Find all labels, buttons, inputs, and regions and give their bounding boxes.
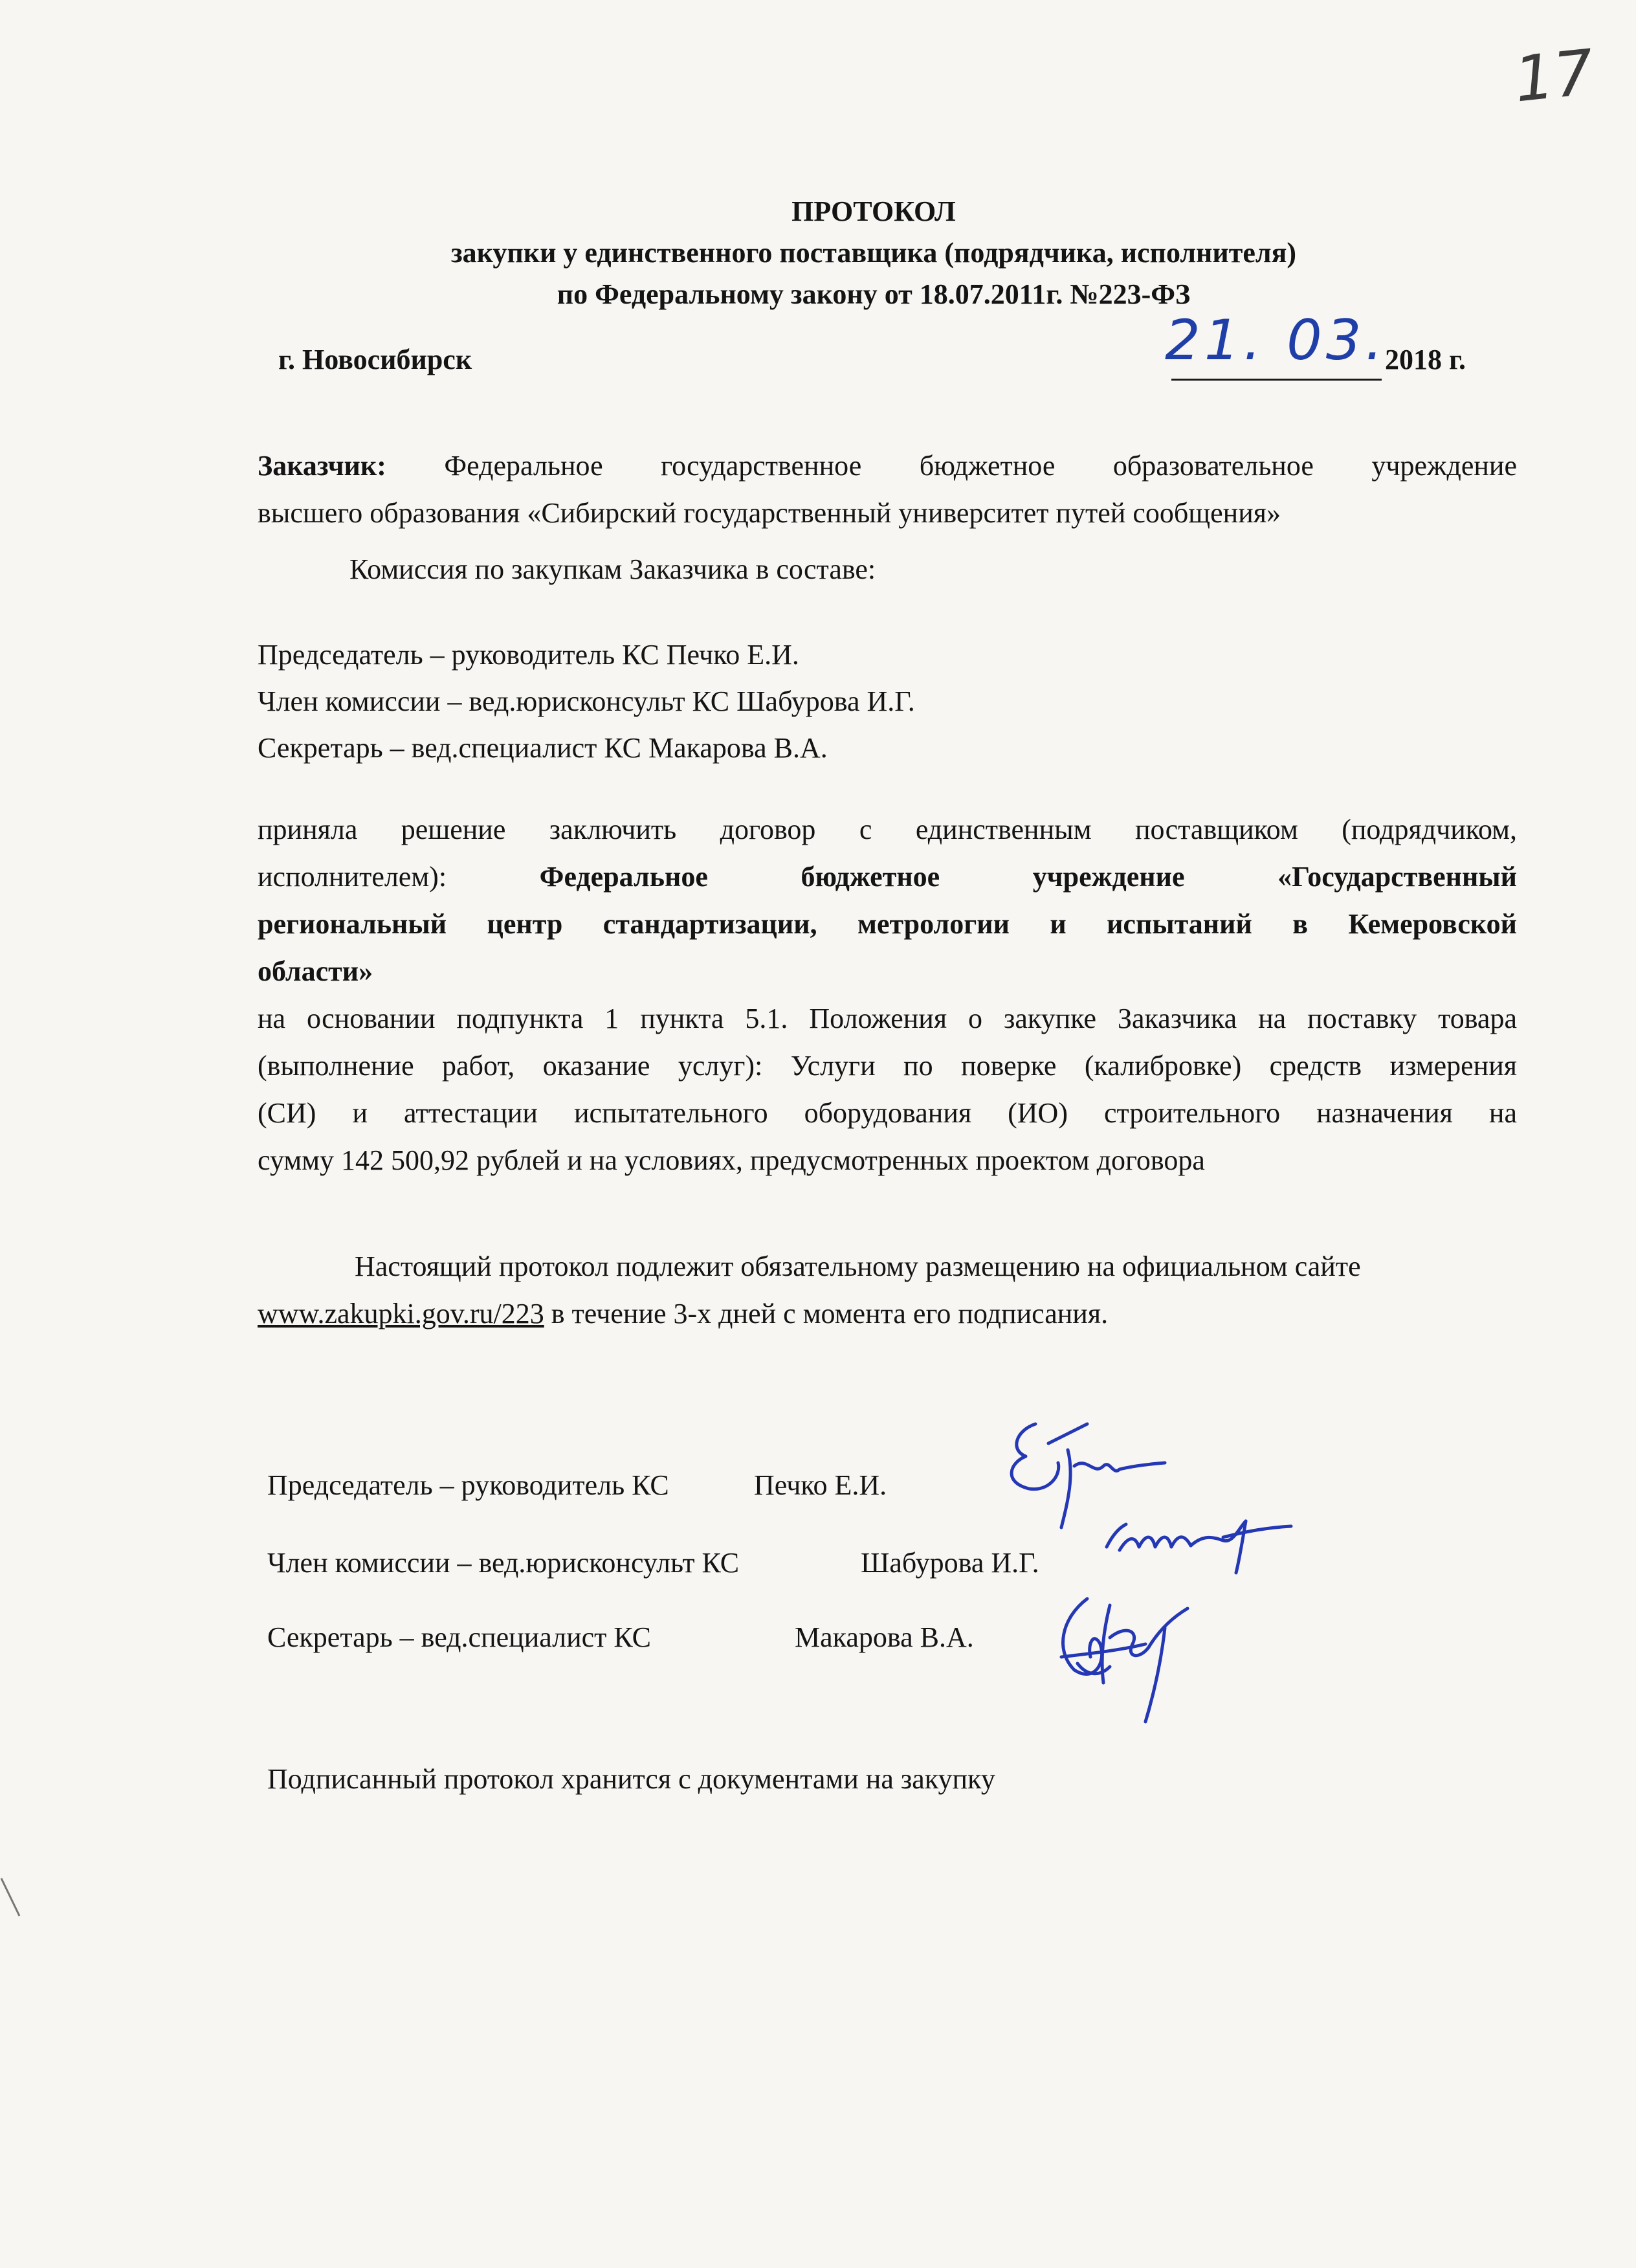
document-title: ПРОТОКОЛ — [791, 195, 956, 227]
commission-intro: Комиссия по закупкам Заказчика в составе: — [349, 553, 876, 585]
publication-line-2 — [258, 1290, 1517, 1337]
signature-name-lawyer: Шабурова И.Г. — [861, 1547, 1039, 1579]
signature-name-chair: Печко Е.И. — [754, 1469, 887, 1501]
handwritten-signature-secretary — [1048, 1579, 1217, 1728]
basis-line-1: на основании подпункта 1 пункта 5.1. Положения о закупке Заказчика на поставку товара — [258, 1003, 1517, 1034]
publication-line-1: Настоящий протокол подлежит обязательному размещению на официальном сайте — [355, 1251, 1361, 1282]
basis-line-4: сумму 142 500,92 рублей и на условиях, предусмотренных проектом договора — [258, 1144, 1205, 1176]
commission-member-secretary: Секретарь – вед.специалист КС Макарова В.А. — [258, 732, 828, 764]
scan-edge-mark — [0, 1877, 26, 1922]
document-subtitle: закупки у единственного поставщика (подрядчика, исполнителя) — [450, 237, 1297, 269]
decision-section — [258, 806, 1517, 1184]
basis-line-3: (СИ) и аттестации испытательного оборудования (ИО) строительного назначения на — [258, 1097, 1517, 1129]
signature-role-chair: Председатель – руководитель КС — [267, 1469, 669, 1501]
decision-line-2 — [258, 853, 1517, 900]
signature-role-secretary: Секретарь – вед.специалист КС — [267, 1621, 652, 1653]
handwritten-date: 21. 03. — [1165, 308, 1387, 373]
footer-note: Подписанный протокол хранится с документами на закупку — [267, 1763, 995, 1795]
commission-member-chair: Председатель – руководитель КС Печко Е.И. — [258, 639, 799, 671]
publication-rest: в течение 3-х дней с момента его подписания. — [544, 1298, 1109, 1329]
customer-name-part-1: Федеральное государственное бюджетное образовательное учреждение — [444, 450, 1518, 482]
signature-role-lawyer: Член комиссии – вед.юрисконсульт КС — [267, 1547, 740, 1579]
decision-line-1: приняла решение заключить договор с единственным поставщиком (подрядчиком, — [258, 814, 1517, 845]
basis-line-2: (выполнение работ, оказание услуг): Услуги по поверке (калибровке) средств измерения — [258, 1050, 1517, 1082]
signature-name-secretary: Макарова В.А. — [795, 1621, 974, 1653]
date-year: 2018 г. — [1385, 344, 1466, 375]
customer-line-1 — [258, 442, 1517, 489]
document-header — [252, 191, 1495, 315]
supplier-name-part-3: области» — [258, 955, 373, 987]
handwritten-page-number: 17 — [1510, 36, 1597, 117]
commission-member-lawyer: Член комиссии – вед.юрисконсульт КС Шабурова И.Г. — [258, 685, 915, 717]
decision-prefix: исполнителем): — [258, 861, 447, 893]
city: г. Новосибирск — [278, 344, 472, 375]
supplier-name-part-2: региональный центр стандартизации, метрологии и испытаний в Кемеровской — [258, 908, 1517, 940]
customer-section — [258, 442, 1517, 537]
customer-name-part-2: высшего образования «Сибирский государственный университет путей сообщения» — [258, 497, 1281, 529]
customer-label: Заказчик: — [258, 450, 386, 482]
handwritten-signature-lawyer — [1100, 1502, 1294, 1579]
supplier-name-part-1: Федеральное бюджетное учреждение «Государственный — [539, 861, 1518, 893]
zakupki-link[interactable]: www.zakupki.gov.ru/223 — [258, 1298, 544, 1329]
law-reference: по Федеральному закону от 18.07.2011г. №223-ФЗ — [557, 278, 1191, 310]
publication-section — [258, 1243, 1517, 1337]
